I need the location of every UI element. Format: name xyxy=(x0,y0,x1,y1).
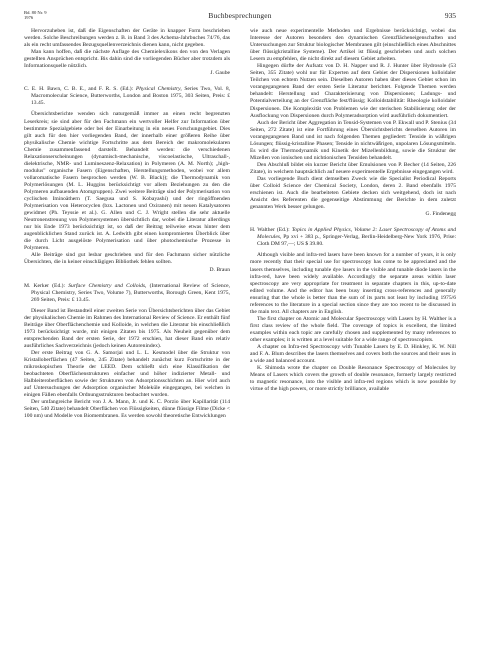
book-authors: M. Kerker (Ed.): xyxy=(24,282,66,289)
paragraph: The first chapter on Atomic and Molecular Spectroscopy with Lasers by H. Walther is a first class review of the whole field. The coverage of topics is excellent, the limited examples within each topic are carefully chosen and supplemented by many references to other examples; it is written at a level suitable for a wide range of spectroscopists. xyxy=(250,315,456,343)
paragraph: Although visible and infra-red lasers have been known for a number of years, it is only more recently that their special use for spectroscopy has come to be appreciated and the lasers themselves, including tunable dye lasers in the visible and tunable diode lasers in the infra-red, have been widely available. Accordingly the separate areas within laser spectroscopy are very appropriate for treatment in separate chapters in this, up-to-date edited volume. And the editor has been busy inserting cross-references and generally ensuring that the whole is better than the sum of its parts not least by including 1975/6 references to the literature in a special section since they are too recent to be discussed in the main text. All chapters are in English. xyxy=(250,252,456,315)
paragraph: Alle Beiträge sind gut lesbar geschrieben und für den Fachmann sicher nützliche Übersichten, die in keiner einschlägigen Bibliothek fehlen sollten. xyxy=(24,252,230,266)
right-column xyxy=(250,28,456,648)
spacer xyxy=(24,77,230,86)
paragraph: Übersichtsberichte wenden sich naturgemäß immer an einen recht begrenzten Leserkreis; sie sind aber für den Fachmann ein wertvoller Helfer zur Information über bestimmte Spezialgebiete oder bei der Einarbeitung in ein neues Forschungsgebiet. Dies gilt auch für den hier vorliegenden Band, der innerhalb einer größeren Reihe über physikalische Chemie wichtige Fortschritte aus dem Bereich der makromolekularen Chemie zusammenfassend darstellt. Behandelt werden: die verschiedenen Relaxationserscheinungen (dynamisch-mechanische, viscoelastische, Ultraschall-, dielektrische, NMR- und Lumineszenz-Relaxation) in Polymeren (A. M. North); „high-modulus" organische Fasern (Eigenschaften, Herstellungsmethoden, wobei vor allem vollaromatische Fasern besprochen werden (W. B. Black)); die Thermodynamik von Polymerlösungen (M. L. Huggins berücksichtigt vor allem Beziehungen zu den die Polymeren aufbauenden Atomgruppen). Zwei weitere Beiträge sind der Polymerisation von cyclischen Iminoäthern (T. Saegusa und S. Kobayashi) und der ringöffnenden Polymerisation von Heterocyclen (bzs. Lactonen und Oxiranen) mit neuen Katalysatoren gewidmet (Ph. Teyssie et al.). G. Allen und C. J. Wright stellen die sehr aktuelle Neutronenstreuung von Polymersystemen übersichtlich dar, wobei die Literatur allerdings nur bis Ende 1973 berücksichtigt ist, so daß der Beitrag teilweise etwas hinter dem augenblicklichen Stand zurück ist. A. Ledwith gibt einen kompromierten Überblick über die durch Licht ausgelöste Polymerisation und über photochemische Prozesse in Polymeren. xyxy=(24,111,230,252)
paragraph: Hingegen dürfte der Aufsatz von D. H. Napper und R. J. Hunter über Hydrosole (53 Seiten, 355 Zitate) wohl nur für Experten auf dem Gebiet der Dispersionen kolloidaler Teilchen von echtem Nutzen sein. Dieselben Autoren haben über dieses Gebiet schon im vorangegangenen Band der ersten Serie Literatur berichtet. Folgende Themen werden behandelt: Herstellung und Charakterisierung von Dispersionen; Ladungs- und Potentialverteilung an der Grenzfläche fest/flüssig; Kolloidstabilität: Rheologie kolloidaler Dispersionen. Die Komplexität von Problemen wie der sterischen Stabilisierung oder der Ausflockung von Dispersionen durch Polymeradsorption wird ausführlich dokumentiert. xyxy=(250,63,456,119)
book-reference xyxy=(24,283,230,304)
paragraph: Hervorzuheben ist, daß die Eigenschaften der Geräte in knapper Form beschrieben werden. Solche Beschreibungen werden z. B. in Band 3 des Achema-Jahrbuches 74/76, das als ein recht umfassendes Bezugsquellenverzeichnis dienen kann, nicht gegeben. xyxy=(24,28,230,49)
book-details: Series Two, Vol. 8, Macromolecular Science, Butterworths, London and Boston 1975, 303 Seiten, Preis: £ 13.45. xyxy=(31,86,230,107)
paragraph: Dieser Band ist Bestandteil einer zweiten Serie von Übersichtsberichten über das Gebiet der physikalischen Chemie im Rahmen des International Review of Science. Er enthält fünf Beiträge über Oberflächenchemie und Kolloide, in welchen die Literatur bis einschließlich 1973 berücksichtigt wurde, mit einigen Zitaten bis 1975. Als Neuheit gegenüber dem entsprechenden Band der ersten Serie, der 1972 erschien, hat dieser Band ein relativ ausführliches Sachverzeichnis (jedoch keinen Autorenindex). xyxy=(24,307,230,349)
spacer xyxy=(24,274,230,283)
book-title: Surface Chemistry and Colloids, xyxy=(68,282,147,289)
journal-year-line: 1976 xyxy=(24,15,34,21)
paragraph: Den Abschluß bildet ein kurzer Bericht über Emulsionen von P. Becher (14 Seiten, 226 Zitate), in welchem hauptsächlich auf neuere experimentelle Ergebnisse eingegangen wird. xyxy=(250,161,456,175)
book-authors: C. E. H. Bawn, C. B. E., and F. R. S. (Ed.): xyxy=(24,86,134,93)
reviewer-signature: G. Findenegg xyxy=(425,211,456,218)
book-details: (International Review of Science, Physical Chemistry, Series Two, Volume 7), Butterworths, Borough Green, Kent 1975, 269 Seiten, Preis: £ 13.45. xyxy=(31,282,230,303)
page-number: 935 xyxy=(444,11,456,20)
reviewer-signature: J. Gaube xyxy=(210,70,230,77)
paragraph: Der umfangreiche Bericht von J. A. Mann, Jr. und K. C. Porzio über Kapillarität (114 Seiten, 540 Zitate) behandelt Oberflächen von Flüssigkeiten, dünne flüssige Filme (Dicke < 100 nm) und Modelle von Biomembranen. Es werden sowohl theoretische Entwicklungen xyxy=(24,399,230,420)
book-details: Pp xvi + 383 p., Springer-Verlag, Berlin-Heidelberg-New York 1976, Prise: Cloth DM 97,—; US $ 39.80. xyxy=(257,234,456,248)
paragraph: Man kann hoffen, daß die nächste Auflage des Chemielexikons den von den Verlagen gestellten Ansprüchen entspricht. Bis dahin sind die vorliegenden Bücher aber trotzdem als Informationsquelle nützlich. xyxy=(24,49,230,70)
book-authors: H. Walther (Ed.): xyxy=(250,227,290,234)
spacer xyxy=(250,218,456,227)
paragraph: A chapter on Infra-red Spectroscopy with Tunable Lasers by E. D. Hinkley, K. W. Nill and F. A. Blum describes the lasers themselves and covers both the sources and their uses in a wide and balanced account. xyxy=(250,344,456,365)
book-title: Physical Chemistry, xyxy=(135,86,182,93)
reviewer-signature: D. Braun xyxy=(209,266,230,273)
section-title: Buchbesprechungen xyxy=(208,11,272,20)
page-header xyxy=(24,10,456,30)
paragraph: K. Shimoda wrote the chapter on Double Resonance Spectroscopy of Molecules by Means of Lasers which covers the growth of double resonance, formerly largely restricted to magnetic resonance, into the visible and infra-red regions which is now possible by virtue of the high powers, or more strictly brilliance, available xyxy=(250,365,456,393)
paragraph: Auch der Bericht über Aggregation in Tensid-Systemen von P. Ekwall und P. Stenius (34 Seiten, 272 Zitate) ist eine Fortführung eines Übersichtsberichts derselben Autoren im vorangegangenen Band und ist nach folgenden Themen gegliedert: Tenside in wäßrigen Lösungen; flüssig-kristalline Phasen; Tenside in nichtwäßrigen, unpolaren Lösungsmitteln. Es wird die Thermodynamik und Kinetik der Mizellenbildung, sowie die Struktur der Mizellen von ionischen und nichtionischen Tensiden behandelt. xyxy=(250,119,456,161)
two-column-body xyxy=(24,28,456,648)
paragraph: wie auch neue experimentelle Methoden und Ergebnisse berücksichtigt, wobei das Interesse der Autoren besonders den dynamischen Grenzflächeneigenschaften und Untersuchungen zur Struktur biologischer Membranen gilt (einschließlich eines Abschnittes über flüssigkristalline Systeme). Der Artikel ist flüssig geschrieben und auch solchen Lesern zu empfehlen, die nicht direkt auf diesem Gebiet arbeiten. xyxy=(250,28,456,63)
book-reference xyxy=(250,227,456,248)
journal-volume-line: Bd. 80 Nr. 9 xyxy=(24,10,47,15)
left-column xyxy=(24,28,230,648)
book-title: Topics in Applied Physics, Volume 2: Laser Spectroscopy of Atoms and Molecules, xyxy=(257,227,456,241)
paragraph: Das vorliegende Buch dient demselben Zweck wie die Specialist Periodical Reports über Colloid Science der Chemical Society, London, deren 2. Band ebenfalls 1975 erschienen ist. Auch die bearbeiteten Gebiete decken sich weitgehend, doch ist nach Ansicht des Referenten die gegenseitige Abstimmung der Berichte in dem zuletzt genannten Werk besser gelungen. xyxy=(250,175,456,211)
book-reference xyxy=(24,86,230,107)
paragraph: Der erste Beitrag von G. A. Samorjai und L. L. Kesmodel über die Struktur von Kristalloberflächen (47 Seiten, 245 Zitate) behandelt zunächst kurz Fortschritte in der mikroskopischen Theorie der LEED. Dem schließt sich eine Klassifikation der beobachteten Oberflächenstrukturen einfacher und höher indizierter Metall- und Halbleiteroberflächen sowie der Strukturen von Adsorptionsschichten an. Hier wird auch auf Untersuchungen der Adsorption organischer Moleküle eingegangen, bei welchen in einigen Fällen ebenfalls Ordnungsstrukturen beobachtet wurden. xyxy=(24,349,230,399)
